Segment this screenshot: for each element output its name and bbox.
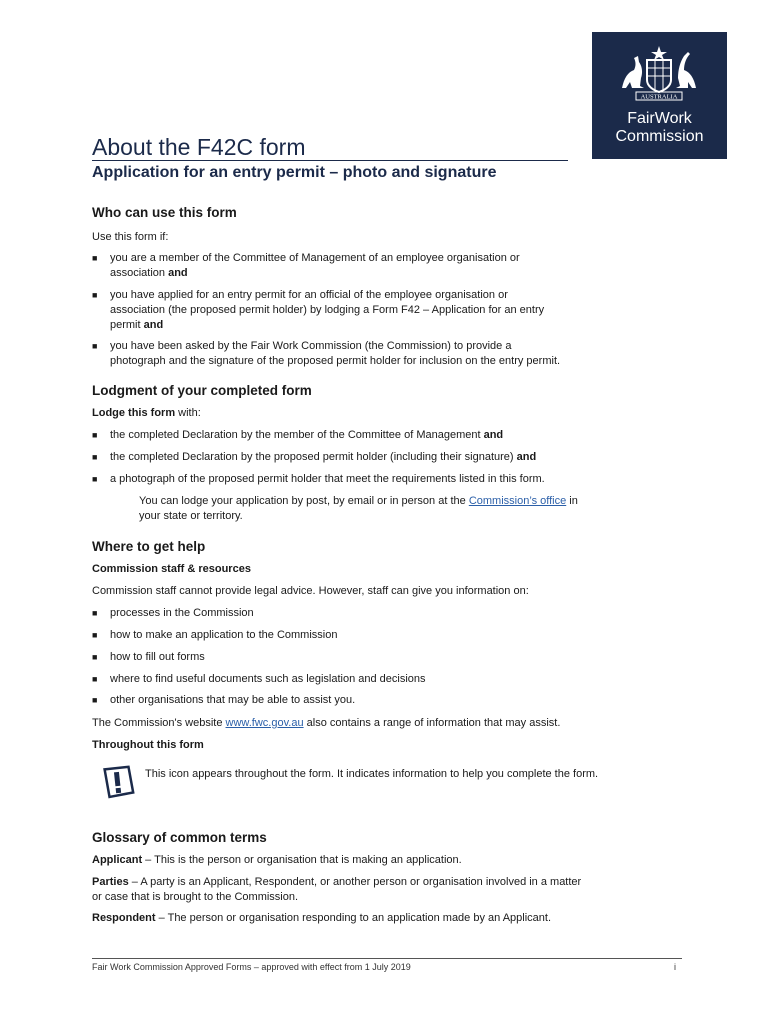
bullet-icon: ■ (92, 253, 98, 263)
website-text-b: also contains a range of information that may assist. (303, 717, 561, 729)
list-item (92, 428, 652, 443)
lodgment-note-a: You can lodge your application by post, by email or in person at the (139, 495, 469, 507)
bullet-icon: ■ (92, 608, 98, 618)
respondent-def: – The person or organisation responding to an application made by an Applicant. (155, 912, 552, 924)
info-icon (100, 764, 136, 805)
website-line (92, 716, 560, 731)
lodgment-note-b: in (566, 495, 578, 507)
list-item (92, 339, 652, 369)
title-underline (92, 160, 568, 161)
page-number: i (674, 962, 676, 972)
coat-of-arms-icon (614, 42, 704, 108)
bullet-icon: ■ (92, 474, 98, 484)
who-intro: Use this form if: (92, 231, 169, 243)
lodgment-heading: Lodgment of your completed form (92, 383, 312, 398)
lodgment-b1: the completed Declaration by the member of the Committee of Management (110, 429, 484, 441)
list-item (92, 628, 652, 643)
bullet-icon: ■ (92, 674, 98, 684)
list-item (92, 251, 652, 281)
bullet-icon: ■ (92, 452, 98, 462)
bullet-icon: ■ (92, 430, 98, 440)
glossary-parties (92, 875, 581, 905)
lodgment-intro (92, 406, 201, 421)
staff-heading: Commission staff & resources (92, 563, 251, 575)
applicant-term: Applicant (92, 854, 143, 866)
who-b2-line2: association (the proposed permit holder) by lodging a Form F42 – Application for an entry (110, 304, 545, 316)
help-heading: Where to get help (92, 539, 206, 554)
parties-def-b: or case that is brought to the Commission. (92, 891, 299, 903)
website-text-a: The Commission's website (92, 717, 226, 729)
list-item (92, 288, 652, 333)
bullet-icon: ■ (92, 695, 98, 705)
who-b2-line1: you have applied for an entry permit for an official of the employee organisation or (110, 289, 508, 301)
page-title: About the F42C form (92, 134, 306, 160)
glossary-heading: Glossary of common terms (92, 830, 267, 845)
who-b1-line1: you are a member of the Committee of Management of an employee organisation or (110, 252, 520, 264)
footer-text: Fair Work Commission Approved Forms – approved with effect from 1 July 2019 (92, 962, 411, 972)
who-b3-line2: photograph and the signature of the proposed permit holder for inclusion on the entry permit. (110, 355, 561, 367)
lodgment-b3: a photograph of the proposed permit holder that meet the requirements listed in this form. (110, 473, 545, 485)
list-item (92, 672, 652, 687)
help-item: how to make an application to the Commission (110, 629, 338, 641)
lodgment-note (139, 494, 578, 524)
page-subtitle: Application for an entry permit – photo and signature (92, 164, 497, 181)
glossary-applicant (92, 853, 462, 868)
lodgment-note-c: your state or territory. (139, 510, 243, 522)
help-item: processes in the Commission (110, 607, 254, 619)
help-item: other organisations that may be able to assist you. (110, 694, 356, 706)
list-item (92, 693, 652, 708)
lodgment-intro-rest: with: (175, 407, 201, 419)
who-b1-and: and (168, 267, 188, 279)
bullet-icon: ■ (92, 652, 98, 662)
respondent-term: Respondent (92, 912, 156, 924)
bullet-icon: ■ (92, 290, 98, 300)
list-item (92, 606, 652, 621)
throughout-heading: Throughout this form (92, 739, 204, 751)
lodgment-b2: the completed Declaration by the proposed permit holder (including their signature) (110, 451, 517, 463)
who-b1-line2: association (110, 267, 169, 279)
who-heading: Who can use this form (92, 205, 237, 220)
help-item: how to fill out forms (110, 651, 205, 663)
list-item (92, 472, 652, 487)
parties-term: Parties (92, 876, 129, 888)
lodgment-b2-and: and (516, 451, 537, 463)
lodgment-intro-bold: Lodge this form (92, 407, 176, 419)
who-b3-line1: you have been asked by the Fair Work Commission (the Commission) to provide a (110, 340, 512, 352)
logo-banner-text: AUSTRALIA (640, 93, 678, 101)
glossary-respondent (92, 911, 551, 926)
logo-line-2: Commission (615, 128, 704, 145)
logo-line-1: FairWork (627, 110, 692, 127)
fair-work-commission-logo (592, 32, 727, 159)
applicant-def: – This is the person or organisation that is making an application. (142, 854, 462, 866)
footer-rule (92, 958, 682, 959)
list-item (92, 650, 652, 665)
staff-text: Commission staff cannot provide legal advice. However, staff can give you information on: (92, 585, 529, 597)
commission-office-link[interactable]: Commission’s office (468, 495, 567, 507)
who-b2-and: and (143, 319, 164, 331)
who-b2-line3: permit (110, 319, 144, 331)
icon-explanation: This icon appears throughout the form. It indicates information to help you complete the form. (145, 768, 599, 780)
bullet-icon: ■ (92, 630, 98, 640)
list-item (92, 450, 652, 465)
parties-def-a: – A party is an Applicant, Respondent, or another person or organisation involved in a matter (128, 876, 582, 888)
help-item: where to find useful documents such as legislation and decisions (110, 673, 426, 685)
fwc-website-link[interactable]: www.fwc.gov.au (225, 717, 304, 729)
bullet-icon: ■ (92, 341, 98, 351)
lodgment-b1-and: and (483, 429, 504, 441)
